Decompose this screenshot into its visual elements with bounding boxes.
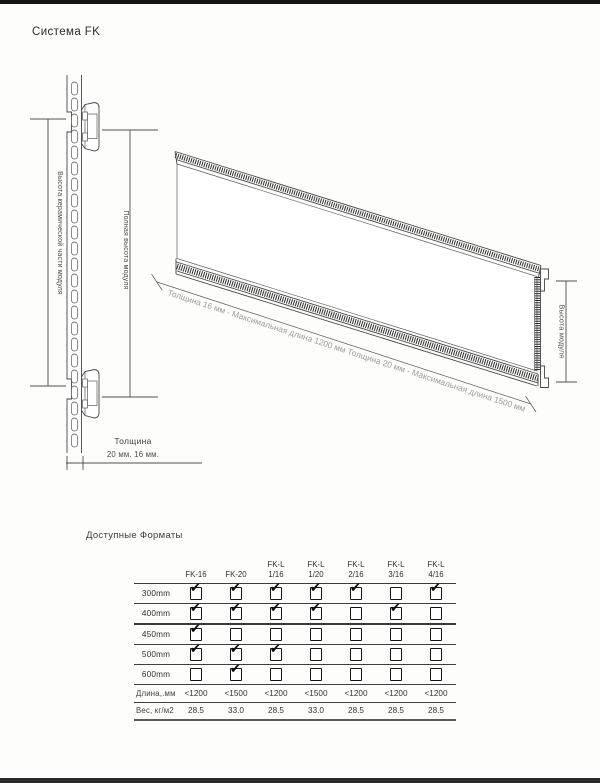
weight-row-value: 28.5 [256,702,296,720]
checkbox-unchecked [350,628,363,641]
availability-cell [416,665,456,685]
checkbox-unchecked [350,668,363,681]
checkbox-unchecked [430,628,443,641]
availability-cell [376,624,416,645]
full-height-label: Полная высота модуля [122,210,129,290]
rail-slot [72,322,78,335]
checkbox-unchecked [310,628,323,641]
checkbox-unchecked [310,668,323,681]
availability-cell [296,645,336,665]
checkbox-unchecked [430,668,443,681]
checkbox-unchecked [350,607,363,620]
weight-row-value: 28.5 [176,702,216,720]
bottom-black-bar [0,778,600,783]
panel-perspective-diagram [152,152,578,414]
format-column-header: FK-L 4/16 [416,557,456,584]
size-row [134,604,456,625]
rail-slot [72,290,78,303]
dimension-thickness [66,436,202,470]
rail-slot [72,162,78,175]
formats-table [134,557,456,721]
checkbox-checked [190,628,203,641]
checkbox-checked [310,607,323,620]
rail-left-edge [67,75,72,453]
checkbox-checked [350,587,363,600]
panel-clip [82,103,100,152]
rail-slot [72,82,78,95]
checkbox-checked [190,648,203,661]
checkbox-checked [190,587,203,600]
size-row-label: 400mm [134,604,176,625]
rail-slot [72,370,78,383]
availability-cell [336,645,376,665]
weight-row-label: Вес, кг/м2 [134,702,176,720]
panel-face [177,164,537,371]
availability-cell [176,665,216,685]
availability-cell [376,665,416,685]
module-height-label: Высота модуля [557,304,567,359]
dimension-ceramic-height [30,119,66,386]
checkbox-checked [230,607,243,620]
availability-cell [216,665,256,685]
ceramic-height-label: Высота керамической части модуля [56,171,63,295]
weight-row-value: 28.5 [376,702,416,720]
checkbox-unchecked [390,648,403,661]
dimension-module-height [556,281,577,382]
size-row [134,665,456,685]
rail-slot [72,258,78,271]
dimension-full-height [102,130,158,397]
availability-cell [296,624,336,645]
size-row-label: 300mm [134,584,176,604]
checkbox-checked [270,587,283,600]
length-row-value: <1200 [256,685,296,703]
checkbox-unchecked [430,607,443,620]
thickness-label: Толщина [114,436,152,446]
rail-slot [72,178,78,191]
checkbox-unchecked [270,628,283,641]
size-row [134,624,456,645]
rail-slot [72,306,78,319]
checkbox-checked [230,587,243,600]
length-row-value: <1200 [336,685,376,703]
format-column-header: FK-16 [176,557,216,584]
rail-slot [72,146,78,159]
rail-slot [72,418,78,431]
availability-cell [336,665,376,685]
format-column-header: FK-L 1/16 [256,557,296,584]
availability-cell [416,645,456,665]
formats-header-row [134,557,456,584]
rail-slot [72,386,78,399]
availability-cell [416,604,456,625]
rail-slot [72,402,78,415]
format-column-header: FK-L 1/20 [296,557,336,584]
weight-row-value: 33.0 [296,702,336,720]
availability-cell [256,604,296,625]
panel-right-edge [535,269,549,388]
format-column-header: FK-L 3/16 [376,557,416,584]
availability-cell [216,604,256,625]
availability-cell [296,604,336,625]
checkbox-unchecked [390,628,403,641]
availability-cell [416,624,456,645]
weight-row [134,702,456,720]
checkbox-unchecked [270,668,283,681]
thickness-values: 20 мм. 16 мм. [106,450,160,459]
length-row-value: <1500 [296,685,336,703]
checkbox-unchecked [190,668,203,681]
rail-slot [72,338,78,351]
rail-slot [72,274,78,287]
checkbox-checked [270,648,283,661]
availability-cell [256,665,296,685]
formats-section-title: Доступные Форматы [86,530,183,541]
length-row-value: <1200 [176,685,216,703]
checkbox-unchecked [430,648,443,661]
page-title: Система FK [32,26,101,38]
length-row-value: <1500 [216,685,256,703]
rail-slot [72,210,78,223]
weight-row-value: 33.0 [216,702,256,720]
rail-slot [72,130,78,143]
availability-cell [416,584,456,604]
length-row-value: <1200 [376,685,416,703]
size-row-label: 450mm [134,624,176,645]
checkbox-checked [230,668,243,681]
rail-slot [72,226,78,239]
length-row-label: Длина,.мм [134,685,176,703]
availability-cell [336,604,376,625]
rail-slot [72,114,78,127]
rail-slot [72,194,78,207]
size-row [134,645,456,665]
checkbox-checked [190,607,203,620]
checkbox-unchecked [230,628,243,641]
checkbox-checked [270,607,283,620]
rail-slot [72,242,78,255]
availability-cell [256,645,296,665]
availability-cell [296,665,336,685]
availability-cell [176,645,216,665]
availability-cell [336,584,376,604]
availability-cell [376,604,416,625]
weight-row-value: 28.5 [416,702,456,720]
length-row-value: <1200 [416,685,456,703]
rail-slot [72,354,78,367]
checkbox-unchecked [350,648,363,661]
checkbox-checked [430,587,443,600]
max-length-note: Толщина 16 мм - Максимальная длина 1200 мм Толщина 20 мм - Максимальная длина 1500 мм [166,287,526,414]
checkbox-checked [390,607,403,620]
format-column-header: FK-20 [216,557,256,584]
size-row-label: 600mm [134,665,176,685]
length-row [134,685,456,703]
weight-row-value: 28.5 [336,702,376,720]
size-row [134,584,456,604]
availability-cell [336,624,376,645]
availability-cell [376,645,416,665]
rail-slot [72,98,78,111]
formats-corner-cell [134,557,176,584]
format-column-header: FK-L 2/16 [336,557,376,584]
checkbox-unchecked [390,668,403,681]
rail-perforation-slots [72,82,78,447]
checkbox-unchecked [310,648,323,661]
checkbox-checked [310,587,323,600]
checkbox-checked [230,648,243,661]
size-row-label: 500mm [134,645,176,665]
panel-clip-bottom [82,370,100,419]
checkbox-unchecked [390,587,403,600]
rail-slot [72,434,78,447]
